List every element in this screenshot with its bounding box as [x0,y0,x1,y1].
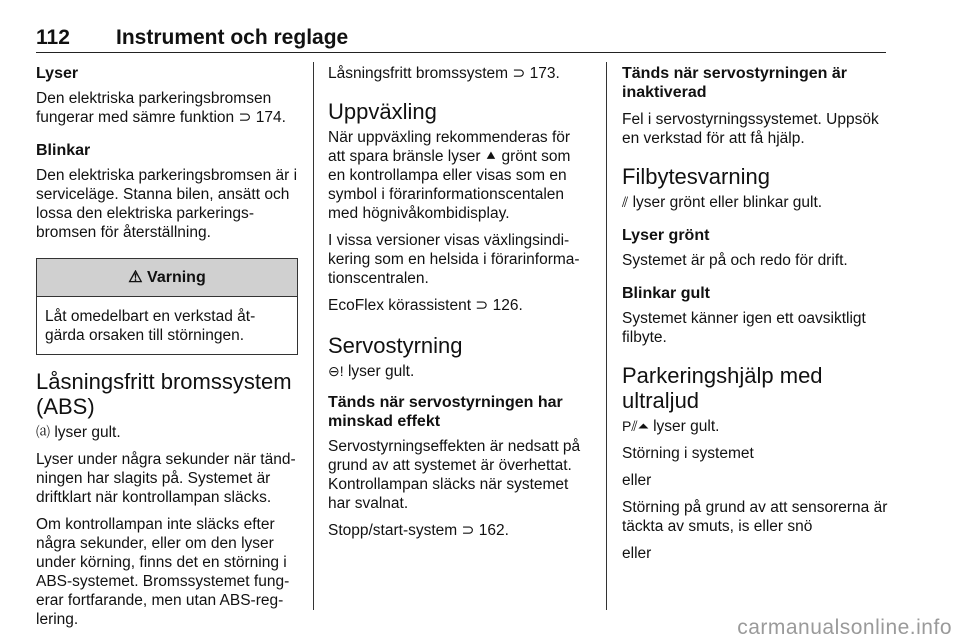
warning-box [36,258,298,355]
paragraph: Systemet känner igen ett oavsiktligt filbyte. [622,310,866,346]
section-subheading: Tänds när servostyrningen har minskad effekt [328,394,563,430]
lane-departure-icon: ⫽ [622,194,629,210]
paragraph: EcoFlex körassistent ⊃ 126. [328,297,523,314]
paragraph: Låsningsfritt bromssystem ⊃ 173. [328,65,560,82]
watermark: carmanualsonline.info [737,616,952,639]
paragraph: eller [622,545,652,562]
paragraph: Om kontrollampan inte släcks efter några sekunder, eller om den lyser under körning, finns det en störning i ABS-systemet. Bromssystemet fungerar fortfarande, men utan ABS-reglering. [36,516,290,628]
indicator-line [622,417,890,436]
column-right [622,64,890,571]
paragraph: När uppväxling rekommenderas för att spara bränsle lyser ⯅ grönt som en kontrollampa eller visas som en symbol i förarinformationscentalen med högnivåkombidisplay. [328,129,571,222]
column-divider [313,62,314,610]
paragraph: Den elektriska parkeringsbromsen fungerar med sämre funktion ⊃ 174. [36,90,286,126]
steering-wheel-icon: ⊖! [328,363,344,379]
section-heading: Uppväxling [328,99,437,124]
indicator-text: lyser gult. [54,424,121,441]
paragraph: Den elektriska parkeringsbromsen är i serviceläge. Stanna bilen, ansätt och lossa den elektriska parkeringsbromsen för återställning. [36,167,298,241]
warning-header [37,259,297,297]
warning-text: Låt omedelbart en verkstad åtgärda orsaken till störningen. [45,308,256,344]
paragraph: Fel i servostyrningssystemet. Uppsök en verkstad för att få hjälp. [622,111,879,147]
section-subheading: Lyser grönt [622,227,710,244]
page-number: 112 [36,26,70,49]
section-subheading: Tänds när servostyrningen är inaktiverad [622,65,847,101]
indicator-line [328,362,590,381]
column-middle [328,64,590,548]
indicator-text: lyser grönt eller blinkar gult. [632,194,823,211]
page-title: Instrument och reglage [116,26,349,49]
section-subheading: Blinkar [36,142,91,159]
abs-icon: ⒜ [36,424,50,440]
indicator-text: lyser gult. [347,363,415,380]
warning-title: Varning [147,269,206,286]
column-divider [606,62,607,610]
paragraph: Systemet är på och redo för drift. [622,252,848,269]
paragraph: Störning på grund av att sensorerna är täckta av smuts, is eller snö [622,499,888,535]
paragraph: Störning i systemet [622,445,754,462]
indicator-line [36,423,298,442]
paragraph: Lyser under några sekunder när tändningen har slagits på. Systemet är driftklart när kontrollampan släcks. [36,451,296,506]
paragraph: eller [622,472,652,489]
paragraph: Stopp/start-system ⊃ 162. [328,522,509,539]
paragraph: I vissa versioner visas växlingsindikering som en helsida i förarinformationscentralen. [328,232,580,287]
section-heading: Servostyrning [328,333,463,358]
parking-sensor-icon: P⫽⏶ [622,418,649,434]
section-heading: Parkeringshjälp med ultraljud [622,363,823,413]
section-heading: Filbytesvarning [622,164,770,189]
indicator-text: lyser gult. [653,418,720,435]
warning-triangle-icon: ⚠ [128,269,143,286]
column-left [36,64,298,637]
page-header [36,26,886,53]
section-subheading: Lyser [36,65,79,82]
section-heading: Låsningsfritt bromssystem (ABS) [36,369,292,419]
indicator-line [622,193,890,212]
section-subheading: Blinkar gult [622,285,711,302]
paragraph: Servostyrningseffekten är nedsatt på grund av att systemet är överhettat. Kontrollampan släcks när systemet har svalnat. [328,438,581,512]
